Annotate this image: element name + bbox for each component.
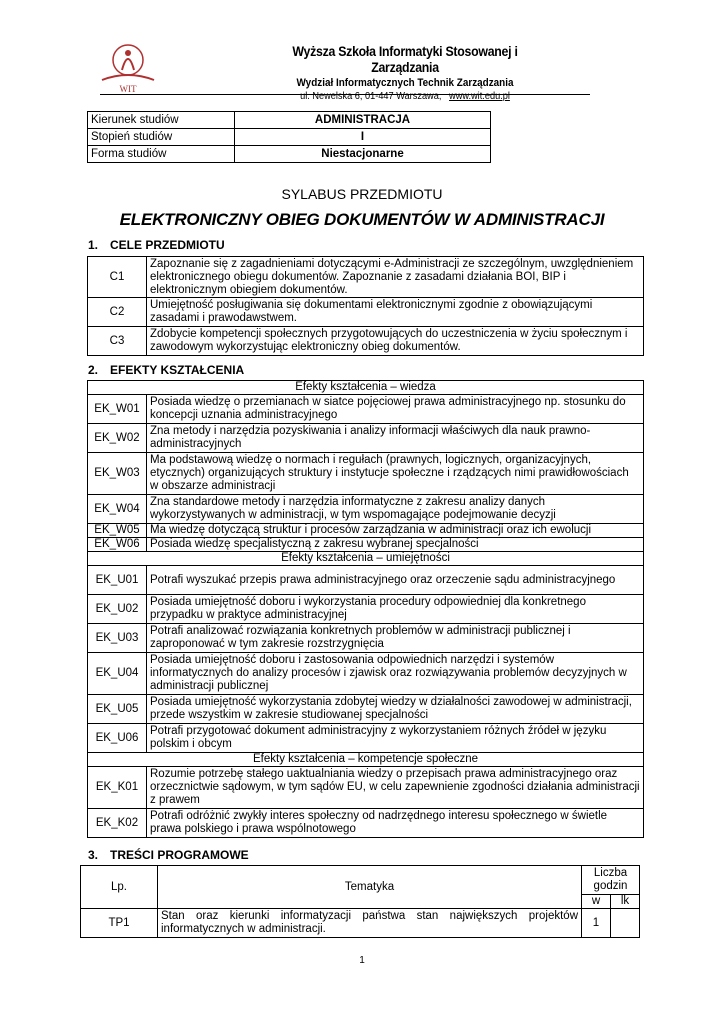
table-row — [88, 724, 644, 753]
effect-code: EK_U02 — [88, 595, 147, 624]
effect-code: EK_W06 — [88, 538, 147, 552]
course-title: ELEKTRONICZNY OBIEG DOKUMENTÓW W ADMINISTRACJI — [119, 210, 605, 229]
goal-code: C1 — [88, 257, 147, 298]
table-row — [81, 866, 640, 895]
effect-text: Zna metody i narzędzia pozyskiwania i analizy informacji właściwych dla nauk prawno-administracyjnych — [147, 424, 644, 453]
school-name: Wyższa Szkoła Informatyki Stosowanej i Zarządzania — [292, 43, 518, 75]
effect-text: Rozumie potrzebę stałego uaktualniania wiedzy o przepisach prawa administracyjnego oraz orzecznictwie sądowym, w tym sądów EU, w celu zapewnienie zgodności działania administracji z prawem — [147, 767, 644, 809]
page-header — [0, 0, 724, 100]
header-divider — [100, 94, 590, 95]
table-row — [88, 495, 644, 524]
section-number: 1. — [88, 238, 99, 252]
goal-code: C2 — [88, 298, 147, 327]
program-hours-w: 1 — [582, 909, 611, 938]
info-value: Niestacjonarne — [235, 146, 491, 163]
effect-code: EK_U04 — [88, 653, 147, 695]
col-lp-header: Lp. — [81, 866, 158, 909]
goals-table — [87, 256, 644, 356]
effect-text: Posiada wiedzę o przemianach w siatce pojęciowej prawa administracyjnego np. stosunku do koncepcji uznania administracyjnego — [147, 395, 644, 424]
table-row — [88, 653, 644, 695]
table-row — [88, 753, 644, 767]
effect-text: Zna standardowe metody i narzędzia informatyczne z zakresu analizy danych wykorzystywanych w administracji, w tym wspomagające podejmowanie decyzji — [147, 495, 644, 524]
effect-text: Potrafi przygotować dokument administracyjny z wykorzystaniem różnych źródeł w języku polskim i obcym — [147, 724, 644, 753]
school-address — [253, 91, 557, 102]
info-value: ADMINISTRACJA — [235, 112, 491, 129]
effect-text: Potrafi odróżnić zwykły interes społeczny od nadrzędnego interesu społecznego w świetle prawa polskiego i prawa wspólnotowego — [147, 809, 644, 838]
effect-code: EK_W01 — [88, 395, 147, 424]
program-table — [80, 865, 640, 938]
faculty-name: Wydział Informatycznych Technik Zarządzania — [296, 77, 514, 89]
table-row — [88, 595, 644, 624]
table-row — [88, 395, 644, 424]
section-number: 2. — [88, 363, 99, 377]
table-row — [88, 298, 644, 327]
effect-code: EK_W04 — [88, 495, 147, 524]
page-number: 1 — [359, 955, 365, 966]
goal-text: Zdobycie kompetencji społecznych przygotowujących do uczestniczenia w życiu społecznym i zawodowym wykorzystując elektroniczny obieg dokumentów. — [147, 327, 644, 356]
table-row — [88, 327, 644, 356]
table-row — [88, 112, 491, 129]
col-topic-header: Tematyka — [158, 866, 582, 909]
table-row — [88, 538, 644, 552]
table-row — [88, 695, 644, 724]
table-row — [88, 381, 644, 395]
effect-text: Posiada umiejętność wykorzystania zdobytej wiedzy w działalności zawodowej w administracji, przede wszystkim w zakresie studiowanej specjalności — [147, 695, 644, 724]
col-lk-header: lk — [611, 895, 640, 909]
goal-text: Zapoznanie się z zagadnieniami dotyczącymi e-Administracji ze szczególnym, uwzględnieniem elektronicznego obiegu dokumentów. Zapoznanie z zasadami działania BOI, BIP i elektronicznym obiegiem dokumentów. — [147, 257, 644, 298]
section-title: EFEKTY KSZTAŁCENIA — [110, 363, 245, 377]
logo-text: WIT — [119, 84, 137, 94]
goal-text: Umiejętność posługiwania się dokumentami elektronicznymi zgodnie z obowiązującymi zasadami i prawodawstwem. — [147, 298, 644, 327]
effect-code: EK_U01 — [88, 566, 147, 595]
effect-code: EK_U05 — [88, 695, 147, 724]
program-topic: Stan oraz kierunki informatyzacji państwa stan największych projektów informatycznych w administracji. — [158, 909, 582, 938]
syllabus-label: SYLABUS PRZEDMIOTU — [281, 186, 443, 202]
effect-code: EK_W03 — [88, 453, 147, 495]
program-hours-lk — [611, 909, 640, 938]
school-logo — [96, 40, 160, 96]
table-row — [88, 624, 644, 653]
effect-text: Ma podstawową wiedzę o normach i regułach (prawnych, logicznych, organizacyjnych, etycznych) organizujących struktury i instytucje społeczne i rządzących nimi prawidłowościach w obszarze administracji — [147, 453, 644, 495]
program-lp: TP1 — [81, 909, 158, 938]
effects-table — [87, 380, 644, 838]
effects-group-header: Efekty kształcenia – umiejętności — [88, 552, 644, 566]
table-row — [88, 257, 644, 298]
table-row — [81, 909, 640, 938]
website-link[interactable]: www.wit.edu.pl — [449, 91, 510, 102]
effect-code: EK_U03 — [88, 624, 147, 653]
table-row — [88, 767, 644, 809]
info-label: Stopień studiów — [88, 129, 235, 146]
effect-text: Posiada umiejętność doboru i wykorzystania procedury odpowiedniej dla konkretnego przypadku w praktyce administracyjnej — [147, 595, 644, 624]
table-row — [88, 146, 491, 163]
section-title: TREŚCI PROGRAMOWE — [110, 848, 249, 862]
study-info-table — [87, 111, 491, 163]
table-row — [88, 552, 644, 566]
section-number: 3. — [88, 848, 99, 862]
info-value: I — [235, 129, 491, 146]
effect-code: EK_W05 — [88, 524, 147, 538]
col-hours-header: Liczba godzin — [582, 866, 640, 895]
table-row — [88, 424, 644, 453]
section-heading — [88, 238, 225, 252]
section-heading — [88, 363, 244, 377]
section-title: CELE PRZEDMIOTU — [110, 238, 225, 252]
effect-text: Potrafi wyszukać przepis prawa administracyjnego oraz orzeczenie sądu administracyjnego — [147, 566, 644, 595]
section-heading — [88, 848, 249, 862]
table-row — [88, 566, 644, 595]
effect-text: Posiada wiedzę specjalistyczną z zakresu wybranej specjalności — [147, 538, 644, 552]
info-label: Forma studiów — [88, 146, 235, 163]
info-label: Kierunek studiów — [88, 112, 235, 129]
table-row — [88, 524, 644, 538]
effects-group-header: Efekty kształcenia – kompetencje społeczne — [88, 753, 644, 767]
effect-code: EK_K01 — [88, 767, 147, 809]
effect-code: EK_W02 — [88, 424, 147, 453]
effect-text: Posiada umiejętność doboru i zastosowania odpowiednich narzędzi i systemów informatycznych do analizy procesów i zjawisk oraz rozwiązywania problemów decyzyjnych w administracji publicznej — [147, 653, 644, 695]
table-row — [88, 453, 644, 495]
effect-code: EK_K02 — [88, 809, 147, 838]
address-text: ul. Newelska 6, 01-447 Warszawa, — [300, 91, 442, 102]
effect-code: EK_U06 — [88, 724, 147, 753]
effects-group-header: Efekty kształcenia – wiedza — [88, 381, 644, 395]
table-row — [88, 809, 644, 838]
col-w-header: w — [582, 895, 611, 909]
table-row — [88, 129, 491, 146]
effect-text: Ma wiedzę dotyczącą struktur i procesów zarządzania w administracji oraz ich ewolucji — [147, 524, 644, 538]
effect-text: Potrafi analizować rozwiązania konkretnych problemów w administracji publicznej i zaproponować w tym zakresie rozstrzygnięcia — [147, 624, 644, 653]
goal-code: C3 — [88, 327, 147, 356]
